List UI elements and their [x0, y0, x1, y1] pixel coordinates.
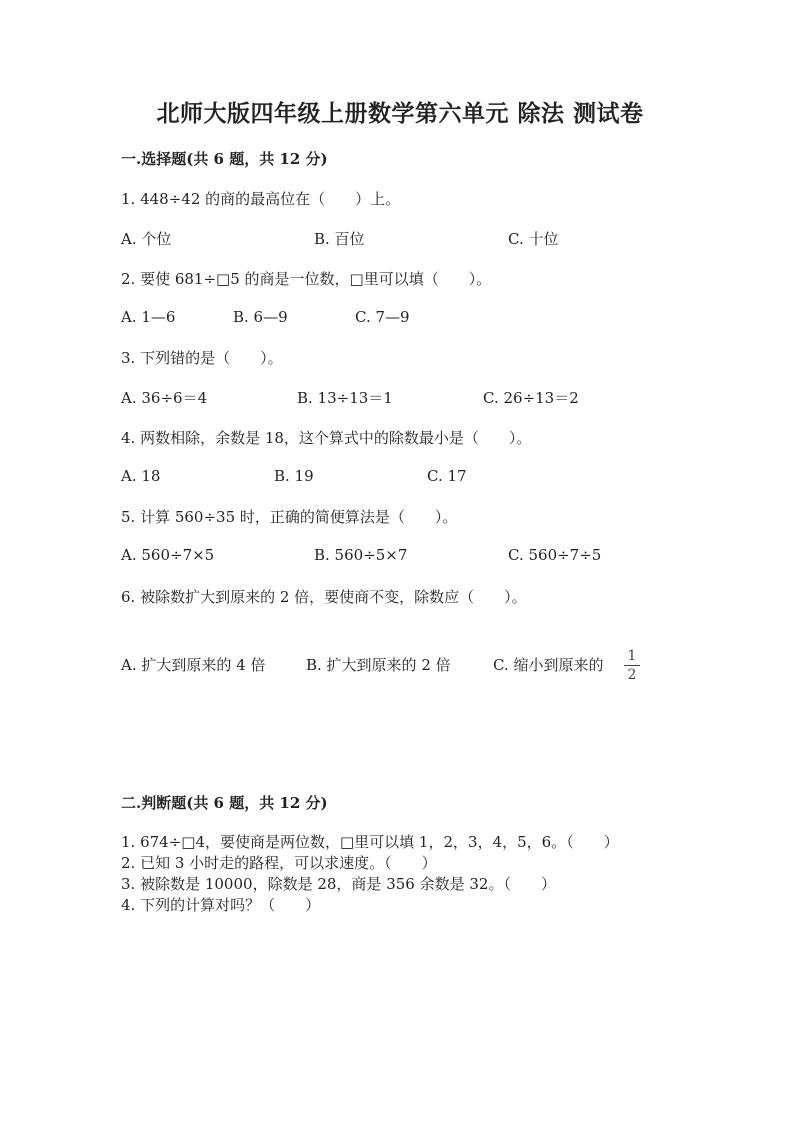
- question-6: 6. 被除数扩大到原来的 2 倍，要使商不变，除数应（ ）。: [121, 588, 527, 606]
- section-heading-choice: 一.选择题(共 6 题，共 12 分): [121, 150, 328, 168]
- q4-option-a: A. 18: [121, 467, 161, 485]
- q1-option-b: B. 百位: [314, 230, 365, 248]
- judgement-question-3: 3. 被除数是 10000，除数是 28，商是 356 余数是 32。（ ）: [121, 875, 556, 893]
- q4-option-c: C. 17: [427, 467, 467, 485]
- question-4: 4. 两数相除，余数是 18，这个算式中的除数最小是（ ）。: [121, 429, 532, 447]
- q5-option-c: C. 560÷7÷5: [508, 546, 602, 564]
- q3-option-a: A. 36÷6＝4: [121, 389, 208, 407]
- q5-option-a: A. 560÷7×5: [121, 546, 215, 564]
- q6-option-a: A. 扩大到原来的 4 倍: [121, 656, 266, 674]
- section-heading-judgement: 二.判断题(共 6 题，共 12 分): [121, 794, 328, 812]
- fraction-one-half: [624, 648, 640, 683]
- q1-option-c: C. 十位: [508, 230, 559, 248]
- fraction-bar: [624, 665, 640, 666]
- fraction-numerator: 1: [627, 648, 637, 664]
- q3-option-c: C. 26÷13＝2: [483, 389, 579, 407]
- question-2: 2. 要使 681÷□5 的商是一位数，□里可以填（ ）。: [121, 270, 492, 288]
- judgement-question-4: 4. 下列的计算对吗？（ ）: [121, 896, 321, 914]
- question-5: 5. 计算 560÷35 时，正确的简便算法是（ ）。: [121, 508, 458, 526]
- q1-option-a: A. 个位: [121, 230, 172, 248]
- q6-option-b: B. 扩大到原来的 2 倍: [306, 656, 451, 674]
- fraction-denominator: 2: [627, 667, 637, 683]
- judgement-question-2: 2. 已知 3 小时走的路程，可以求速度。（ ）: [121, 854, 437, 872]
- page-title: 北师大版四年级上册数学第六单元 除法 测试卷: [156, 100, 644, 127]
- q2-option-a: A. 1—6: [121, 308, 176, 326]
- q2-option-c: C. 7—9: [355, 308, 410, 326]
- question-1: 1. 448÷42 的商的最高位在（ ）上。: [121, 190, 401, 208]
- q4-option-b: B. 19: [274, 467, 314, 485]
- q2-option-b: B. 6—9: [233, 308, 288, 326]
- q3-option-b: B. 13÷13＝1: [297, 389, 393, 407]
- judgement-question-1: 1. 674÷□4，要使商是两位数，□里可以填 1，2，3，4，5，6。（ ）: [121, 833, 619, 851]
- q5-option-b: B. 560÷5×7: [314, 546, 408, 564]
- q6-option-c: C. 缩小到原来的: [493, 656, 604, 674]
- question-3: 3. 下列错的是（ ）。: [121, 349, 283, 367]
